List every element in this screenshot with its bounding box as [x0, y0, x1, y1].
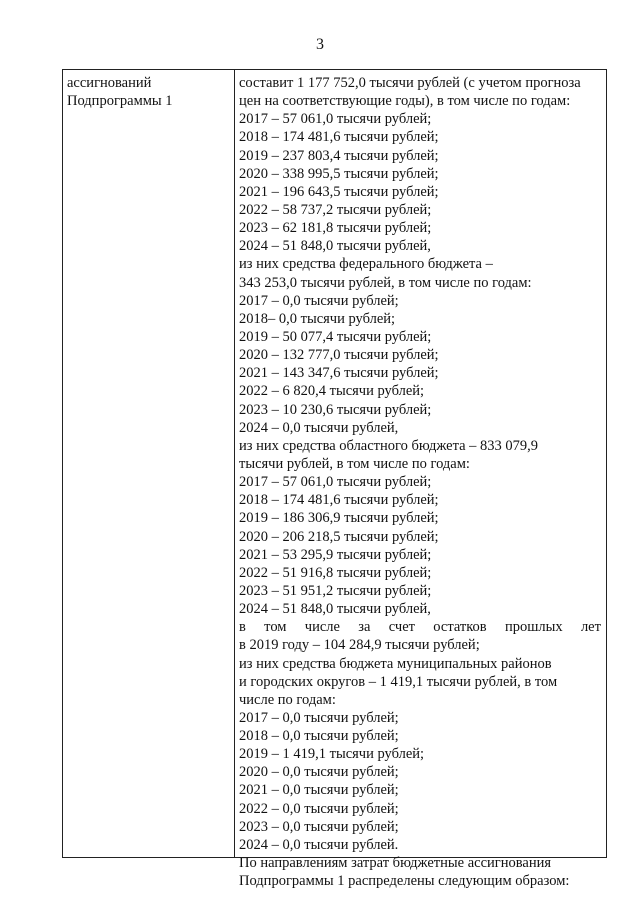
left-cell-line: ассигнований — [67, 75, 152, 91]
text-line: цен на соответствующие годы), в том числе по годам: — [239, 93, 571, 110]
text-line: числе по годам: — [239, 691, 336, 708]
text-line: 2024 – 51 848,0 тысячи рублей, — [239, 238, 431, 255]
text-line: 2021 – 53 295,9 тысячи рублей; — [239, 546, 432, 563]
text-line: из них средства областного бюджета – 833 079,9 — [239, 437, 539, 454]
text-line: 2020 – 338 995,5 тысячи рублей; — [239, 165, 439, 182]
text-line: 2017 – 0,0 тысячи рублей; — [239, 292, 399, 309]
text-line: тысячи рублей, в том числе по годам: — [239, 455, 470, 472]
text-line: 2020 – 0,0 тысячи рублей; — [239, 764, 399, 781]
text-line: в 2019 году – 104 284,9 тысячи рублей; — [239, 637, 480, 654]
justified-word: остатков — [433, 619, 487, 636]
justified-word: в — [239, 619, 246, 636]
text-line: 2019 – 186 306,9 тысячи рублей; — [239, 510, 439, 527]
justified-text-line — [239, 618, 601, 636]
text-line: и городских округов – 1 419,1 тысячи рублей, в том — [239, 673, 558, 690]
justified-word: том — [264, 619, 287, 636]
text-line: 2022 – 0,0 тысячи рублей; — [239, 800, 399, 817]
text-line: 2023 – 0,0 тысячи рублей; — [239, 818, 399, 835]
justified-word: лет — [580, 619, 601, 636]
text-line: 343 253,0 тысячи рублей, в том числе по годам: — [239, 274, 532, 291]
text-line: 2023 – 10 230,6 тысячи рублей; — [239, 401, 432, 418]
text-line: 2024 – 0,0 тысячи рублей, — [239, 419, 399, 436]
justified-word: за — [358, 619, 371, 636]
text-line: 2019 – 237 803,4 тысячи рублей; — [239, 147, 439, 164]
text-line: 2024 – 51 848,0 тысячи рублей, — [239, 601, 431, 618]
text-line: 2017 – 57 061,0 тысячи рублей; — [239, 474, 432, 491]
text-line: 2018 – 0,0 тысячи рублей; — [239, 728, 399, 745]
text-line: Подпрограммы 1 распределены следующим образом: — [239, 873, 570, 890]
right-column-cell — [239, 74, 601, 890]
page-number: 3 — [316, 36, 324, 53]
text-line: 2019 – 1 419,1 тысячи рублей; — [239, 746, 425, 763]
text-line: 2018 – 174 481,6 тысячи рублей; — [239, 492, 439, 509]
column-divider — [234, 70, 235, 857]
left-cell-line: Подпрограммы 1 — [67, 93, 173, 110]
text-line: 2019 – 50 077,4 тысячи рублей; — [239, 328, 432, 345]
text-line: из них средства бюджета муниципальных районов — [239, 655, 552, 672]
text-line: 2017 – 57 061,0 тысячи рублей; — [239, 111, 432, 128]
text-line: 2021 – 196 643,5 тысячи рублей; — [239, 183, 439, 200]
text-line: составит 1 177 752,0 тысячи рублей (с учетом прогноза — [239, 75, 581, 91]
text-line: 2022 – 58 737,2 тысячи рублей; — [239, 201, 432, 218]
justified-word: числе — [304, 619, 340, 636]
text-line: 2020 – 132 777,0 тысячи рублей; — [239, 347, 439, 364]
text-line: из них средства федерального бюджета – — [239, 256, 493, 273]
text-line: 2020 – 206 218,5 тысячи рублей; — [239, 528, 439, 545]
text-line: 2023 – 51 951,2 тысячи рублей; — [239, 582, 432, 599]
text-line: 2023 – 62 181,8 тысячи рублей; — [239, 220, 432, 237]
text-line: 2021 – 0,0 тысячи рублей; — [239, 782, 399, 799]
text-line: 2018– 0,0 тысячи рублей; — [239, 310, 396, 327]
text-line: По направлениям затрат бюджетные ассигнования — [239, 855, 552, 872]
text-line: 2024 – 0,0 тысячи рублей. — [239, 836, 399, 853]
text-line: 2017 – 0,0 тысячи рублей; — [239, 709, 399, 726]
text-line: 2018 – 174 481,6 тысячи рублей; — [239, 129, 439, 146]
justified-word: счет — [388, 619, 415, 636]
text-line: 2021 – 143 347,6 тысячи рублей; — [239, 365, 439, 382]
justified-word: прошлых — [504, 619, 563, 636]
text-line: 2022 – 6 820,4 тысячи рублей; — [239, 383, 425, 400]
budget-table — [62, 69, 607, 890]
left-column-cell — [67, 74, 227, 110]
text-line: 2022 – 51 916,8 тысячи рублей; — [239, 564, 432, 581]
